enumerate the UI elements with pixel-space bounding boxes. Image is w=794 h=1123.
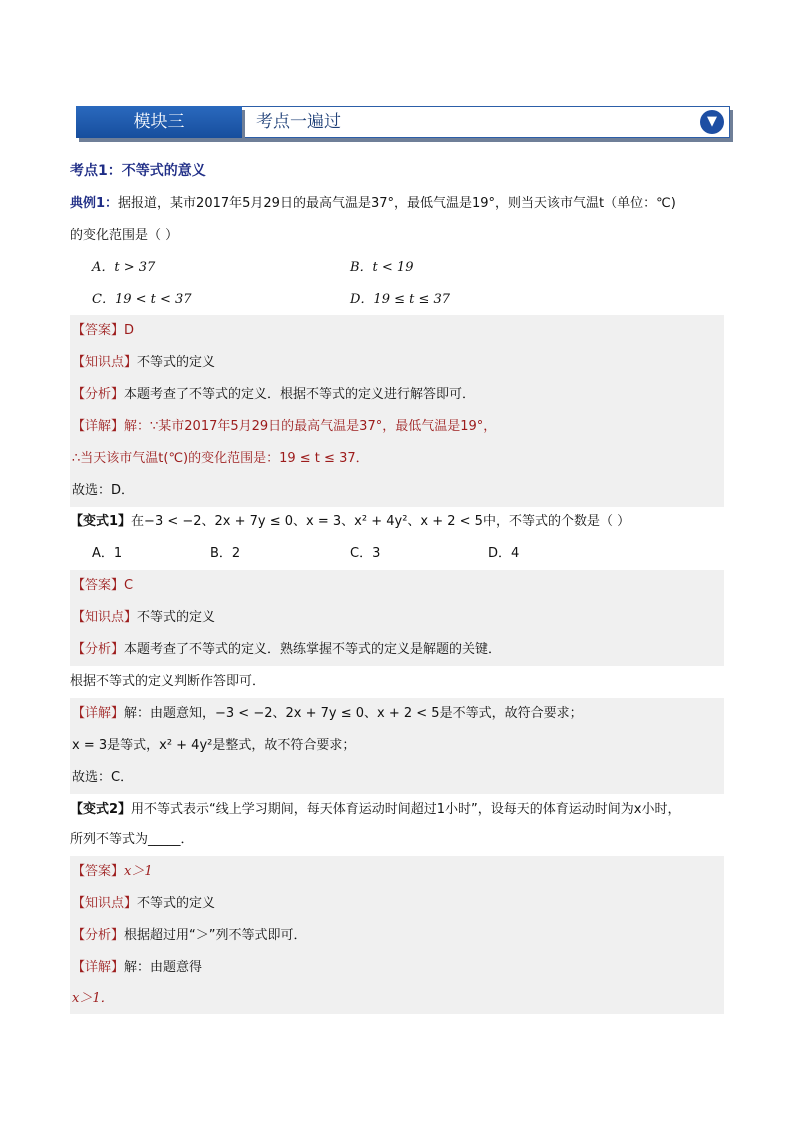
section-title: 考点一遍过	[256, 112, 341, 132]
variant1-detail-tag: 【详解】	[72, 706, 125, 721]
variant1-option-d: D．4	[488, 546, 520, 561]
variant1-answer-row	[70, 570, 724, 602]
module-banner	[76, 106, 732, 140]
analysis-tag: 【分析】	[72, 387, 125, 402]
variant2-analysis-tag: 【分析】	[72, 928, 125, 943]
variant2-label: 【变式2】	[70, 802, 132, 817]
variant1-analysis-value: 本题考查了不等式的定义．熟练掌握不等式的定义是解题的关键．	[124, 642, 502, 657]
variant2-answer-tag: 【答案】	[72, 864, 125, 879]
variant1-knowledge-row	[70, 602, 724, 634]
module-label: 模块三	[76, 106, 242, 138]
variant2-text-line2: 所列不等式为_____．	[70, 832, 194, 847]
analysis-value: 本题考查了不等式的定义．根据不等式的定义进行解答即可．	[124, 387, 476, 402]
variant1-option-a: A．1	[92, 546, 123, 561]
variant2-detail-tag: 【详解】	[72, 960, 125, 975]
knowledge-tag: 【知识点】	[72, 355, 138, 370]
option-c: C．19 < t < 37	[92, 292, 192, 307]
knowledge-row	[70, 347, 724, 379]
detail-line1: 解：∵某市2017年5月29日的最高气温是37°，最低气温是19°，	[124, 419, 497, 434]
variant2-question	[70, 800, 724, 820]
variant1-label: 【变式1】	[70, 514, 132, 529]
detail-tag: 【详解】	[72, 419, 125, 434]
variant1-detail-line1: 解：由题意知，−3 < −2、2x + 7y ≤ 0、x + 2 < 5是不等式，故符合要求；	[124, 706, 583, 721]
variant2-answer-value: x＞1	[124, 864, 153, 879]
detail-row	[70, 411, 724, 443]
answer-value: D	[124, 323, 135, 338]
option-b: B．t < 19	[350, 260, 414, 275]
example-text-line1: 据报道，某市2017年5月29日的最高气温是37°，最低气温是19°，则当天该市气温t（单位：℃)	[118, 196, 676, 211]
variant1-detail-line2: x = 3是等式，x² + 4y²是整式，故不符合要求；	[70, 730, 724, 762]
variant1-knowledge-tag: 【知识点】	[72, 610, 138, 625]
answer-row	[70, 315, 724, 347]
variant2-knowledge-row	[70, 888, 724, 920]
variant1-detail-row	[70, 698, 724, 730]
variant1-option-c: C．3	[350, 546, 381, 561]
answer-tag: 【答案】	[72, 323, 125, 338]
variant1-text: 在−3 < −2、2x + 7y ≤ 0、x = 3、x² + 4y²、x + 2 < 5中，不等式的个数是（ ）	[131, 514, 631, 529]
variant1-analysis-tag: 【分析】	[72, 642, 125, 657]
variant2-knowledge-tag: 【知识点】	[72, 896, 138, 911]
example-question	[70, 194, 724, 214]
variant2-detail-line1: 解：由题意得	[124, 960, 203, 975]
variant2-analysis-row	[70, 920, 724, 952]
variant2-detail-line2: x＞1．	[70, 984, 724, 1014]
section-heading: 考点1：不等式的意义	[70, 163, 206, 179]
variant1-choose-line: 故选：C．	[70, 762, 724, 794]
choose-line: 故选：D．	[70, 475, 724, 507]
variant2-text-line1: 用不等式表示“线上学习期间，每天体育运动时间超过1小时”，设每天的体育运动时间为x小时，	[131, 802, 681, 817]
example-text-line2: 的变化范围是（ ）	[70, 228, 179, 243]
variant2-answer-row	[70, 856, 724, 888]
example-label: 典例1：	[70, 196, 119, 211]
variant1-option-b: B．2	[210, 546, 241, 561]
variant1-analysis-line2: 根据不等式的定义判断作答即可．	[70, 674, 266, 689]
variant2-analysis-value: 根据超过用“＞”列不等式即可．	[124, 928, 307, 943]
variant2-detail-row	[70, 952, 724, 984]
down-triangle-icon[interactable]: ▼	[700, 110, 724, 134]
option-a: A．t > 37	[92, 260, 156, 275]
variant1-analysis-row	[70, 634, 724, 666]
variant1-answer-value: C	[124, 578, 134, 593]
variant2-knowledge-value: 不等式的定义	[137, 896, 216, 911]
variant1-knowledge-value: 不等式的定义	[137, 610, 216, 625]
variant1-answer-tag: 【答案】	[72, 578, 125, 593]
analysis-row	[70, 379, 724, 411]
knowledge-value: 不等式的定义	[137, 355, 216, 370]
detail-line2: ∴当天该市气温t(℃)的变化范围是：19 ≤ t ≤ 37．	[70, 443, 724, 475]
variant1-question	[70, 512, 724, 532]
option-d: D．19 ≤ t ≤ 37	[350, 292, 451, 307]
